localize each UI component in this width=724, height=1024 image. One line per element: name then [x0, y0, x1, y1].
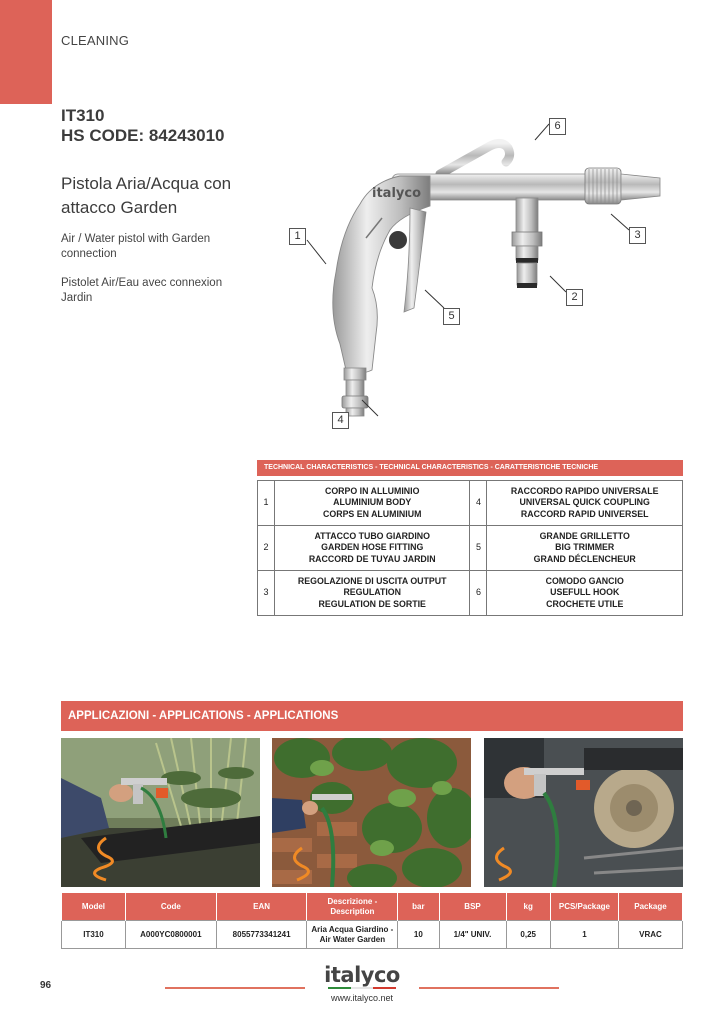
- table-row: [258, 571, 683, 616]
- column-header-ean: EAN: [216, 893, 307, 921]
- product-spec-table: [61, 892, 683, 949]
- callout-1: 1: [289, 228, 306, 245]
- table-header-row: [62, 893, 683, 921]
- page-number: 96: [40, 980, 52, 991]
- column-header-pcs-package: PCS/Package: [550, 893, 618, 921]
- table-row: [258, 481, 683, 526]
- callout-4: 4: [332, 412, 349, 429]
- column-header-code: Code: [125, 893, 216, 921]
- cell-model: IT310: [62, 921, 126, 949]
- feature-number: 4: [470, 481, 487, 526]
- column-header-model: Model: [62, 893, 126, 921]
- footer-website-link[interactable]: www.italyco.net: [330, 993, 394, 1003]
- footer-divider-right: [419, 987, 559, 989]
- feature-number: 2: [258, 526, 275, 571]
- column-header-bsp: BSP: [439, 893, 506, 921]
- section-color-tab: [0, 0, 52, 104]
- cell-code: A000YC0800001: [125, 921, 216, 949]
- cell-pcs-package: 1: [550, 921, 618, 949]
- feature-description: ATTACCO TUBO GIARDINO GARDEN HOSE FITTING RACCORD DE TUYAU JARDIN: [274, 526, 470, 571]
- cell-kg: 0,25: [506, 921, 550, 949]
- callout-3: 3: [629, 227, 646, 244]
- technical-characteristics-header: TECHNICAL CHARACTERISTICS - TECHNICAL CHARACTERISTICS - CARATTERISTICHE TECNICHE: [257, 460, 683, 476]
- technical-characteristics-table: [257, 480, 683, 616]
- model-code: IT310: [61, 106, 105, 125]
- cell-description: Aria Acqua Giardino - Air Water Garden: [307, 921, 398, 949]
- footer-divider-left: [165, 987, 305, 989]
- hs-code: HS CODE: 84243010: [61, 126, 225, 145]
- feature-description: GRANDE GRILLETTO BIG TRIMMER GRAND DÉCLENCHEUR: [487, 526, 683, 571]
- feature-description: REGOLAZIONE DI USCITA OUTPUT REGULATION REGULATION DE SORTIE: [274, 571, 470, 616]
- callout-5: 5: [443, 308, 460, 325]
- product-title: Pistola Aria/Acqua con attacco Garden: [61, 174, 232, 217]
- brand-wordmark: italyco: [324, 963, 400, 987]
- application-photo-engine: [484, 738, 683, 887]
- pistol-brand-mark: italyco: [372, 186, 422, 201]
- application-photo-garden: [61, 738, 260, 887]
- italian-flag-stripe: [328, 987, 396, 989]
- cell-bsp: 1/4" UNIV.: [439, 921, 506, 949]
- feature-number: 5: [470, 526, 487, 571]
- column-header-bar: bar: [398, 893, 439, 921]
- cell-package: VRAC: [618, 921, 682, 949]
- feature-description: COMODO GANCIO USEFULL HOOK CROCHETE UTILE: [487, 571, 683, 616]
- table-row: [258, 526, 683, 571]
- product-subtitle-en: Air / Water pistol with Garden connection: [61, 233, 211, 260]
- product-subtitle-fr: Pistolet Air/Eau avec connexion Jardin: [61, 277, 223, 304]
- product-image: [280, 112, 680, 434]
- applications-header: APPLICAZIONI - APPLICATIONS - APPLICATIONS: [61, 701, 683, 731]
- application-photo-ivy-wall: [272, 738, 471, 887]
- feature-number: 6: [470, 571, 487, 616]
- callout-2: 2: [566, 289, 583, 306]
- table-row: [62, 921, 683, 949]
- feature-number: 1: [258, 481, 275, 526]
- air-water-pistol-illustration: [280, 112, 680, 434]
- feature-description: CORPO IN ALLUMINIO ALUMINIUM BODY CORPS EN ALUMINIUM: [274, 481, 470, 526]
- column-header-kg: kg: [506, 893, 550, 921]
- cell-ean: 8055773341241: [216, 921, 307, 949]
- footer-logo: [322, 964, 402, 989]
- category-label: CLEANING: [61, 33, 130, 48]
- column-header-package: Package: [618, 893, 682, 921]
- feature-description: RACCORDO RAPIDO UNIVERSALE UNIVERSAL QUICK COUPLING RACCORD RAPID UNIVERSEL: [487, 481, 683, 526]
- column-header-description: Descrizione - Description: [307, 893, 398, 921]
- cell-bar: 10: [398, 921, 439, 949]
- feature-number: 3: [258, 571, 275, 616]
- callout-6: 6: [549, 118, 566, 135]
